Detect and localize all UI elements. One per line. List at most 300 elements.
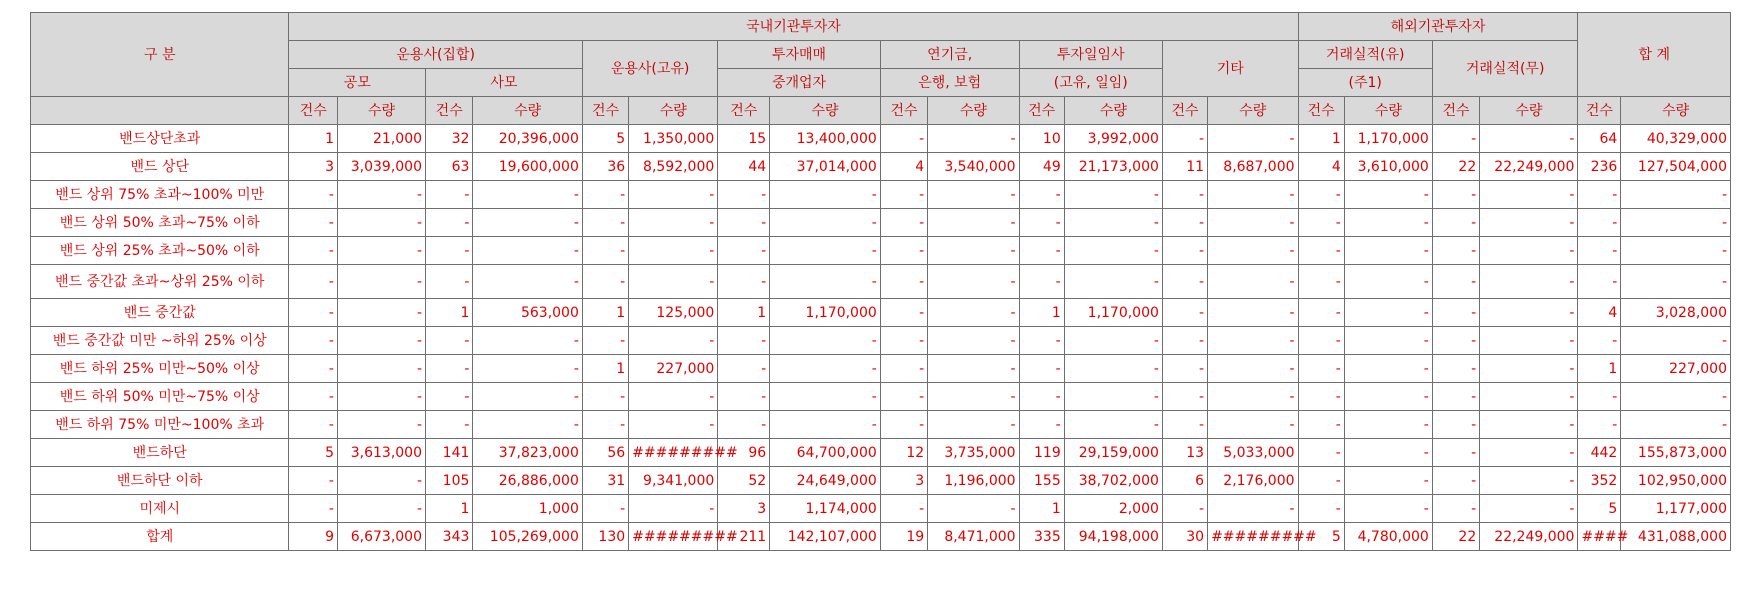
count-cell: -: [1019, 411, 1064, 439]
quantity-cell: -: [770, 265, 881, 299]
quantity-cell: -: [1208, 327, 1298, 355]
count-cell: 1: [1578, 355, 1621, 383]
quantity-cell: -: [928, 383, 1019, 411]
count-cell: -: [1162, 355, 1207, 383]
quantity-cell: 2,176,000: [1208, 467, 1298, 495]
count-cell: -: [718, 327, 770, 355]
count-cell: -: [1432, 237, 1479, 265]
demand-forecast-table: [30, 12, 1731, 551]
row-label: 밴드하단 이하: [31, 467, 289, 495]
count-cell: -: [1432, 327, 1479, 355]
count-cell: -: [426, 411, 473, 439]
count-cell: -: [718, 355, 770, 383]
quantity-cell: -: [1344, 209, 1432, 237]
count-cell: 5: [1578, 495, 1621, 523]
count-cell: 442: [1578, 439, 1621, 467]
quantity-cell: #########: [629, 439, 718, 467]
quantity-cell: 142,107,000: [770, 523, 881, 551]
count-cell: 4: [1298, 153, 1344, 181]
quantity-cell: -: [1621, 383, 1731, 411]
quantity-cell: 3,028,000: [1621, 299, 1731, 327]
count-cell: -: [1432, 125, 1479, 153]
quantity-cell: -: [337, 467, 425, 495]
quantity-cell: 24,649,000: [770, 467, 881, 495]
count-cell: -: [880, 299, 927, 327]
header-count: 건수: [1578, 97, 1621, 125]
count-cell: -: [1019, 327, 1064, 355]
count-cell: 5: [582, 125, 628, 153]
quantity-cell: -: [629, 495, 718, 523]
row-label: 합계: [31, 523, 289, 551]
header-quantity: 수량: [1208, 97, 1298, 125]
count-cell: -: [426, 209, 473, 237]
quantity-cell: 3,735,000: [928, 439, 1019, 467]
header-count: 건수: [582, 97, 628, 125]
count-cell: 130: [582, 523, 628, 551]
quantity-cell: -: [1344, 181, 1432, 209]
count-cell: -: [1019, 181, 1064, 209]
header-total: 합 계: [1578, 13, 1731, 97]
table-row: [31, 411, 1731, 439]
quantity-cell: 1,170,000: [1064, 299, 1162, 327]
header-pension-line1: 연기금,: [880, 41, 1019, 69]
quantity-cell: -: [1480, 299, 1578, 327]
quantity-cell: 1,170,000: [770, 299, 881, 327]
count-cell: -: [880, 181, 927, 209]
quantity-cell: 3,613,000: [337, 439, 425, 467]
count-cell: -: [1019, 209, 1064, 237]
quantity-cell: -: [1064, 411, 1162, 439]
quantity-cell: -: [1344, 237, 1432, 265]
header-quantity: 수량: [1064, 97, 1162, 125]
count-cell: -: [289, 265, 338, 299]
quantity-cell: 102,950,000: [1621, 467, 1731, 495]
count-cell: -: [1162, 265, 1207, 299]
count-cell: 1: [426, 299, 473, 327]
count-cell: 1: [718, 299, 770, 327]
quantity-cell: -: [473, 327, 582, 355]
count-cell: -: [1432, 467, 1479, 495]
count-cell: 12: [880, 439, 927, 467]
count-cell: 22: [1432, 523, 1479, 551]
count-cell: 1: [1019, 299, 1064, 327]
quantity-cell: 127,504,000: [1621, 153, 1731, 181]
count-cell: 1: [289, 125, 338, 153]
table-row: [31, 299, 1731, 327]
count-cell: -: [1298, 411, 1344, 439]
quantity-cell: -: [1064, 355, 1162, 383]
count-cell: -: [1162, 181, 1207, 209]
count-cell: 49: [1019, 153, 1064, 181]
quantity-cell: -: [1208, 411, 1298, 439]
count-cell: 22: [1432, 153, 1479, 181]
count-cell: -: [880, 355, 927, 383]
count-cell: -: [1162, 383, 1207, 411]
quantity-cell: 26,886,000: [473, 467, 582, 495]
quantity-cell: -: [629, 411, 718, 439]
quantity-cell: -: [1621, 327, 1731, 355]
header-quantity: 수량: [1480, 97, 1578, 125]
header-quantity: 수량: [629, 97, 718, 125]
header-brokerage-line1: 투자매매: [718, 41, 881, 69]
quantity-cell: -: [473, 237, 582, 265]
quantity-cell: 13,400,000: [770, 125, 881, 153]
count-cell: -: [289, 181, 338, 209]
quantity-cell: -: [1064, 237, 1162, 265]
count-cell: 1: [582, 355, 628, 383]
table-row: [31, 153, 1731, 181]
header-foreign-with-record-line2: (주1): [1298, 69, 1432, 97]
count-cell: -: [1578, 411, 1621, 439]
quantity-cell: -: [1208, 125, 1298, 153]
quantity-cell: -: [337, 327, 425, 355]
count-cell: 236: [1578, 153, 1621, 181]
count-cell: -: [1298, 439, 1344, 467]
quantity-cell: -: [928, 411, 1019, 439]
count-cell: -: [289, 383, 338, 411]
quantity-cell: 3,540,000: [928, 153, 1019, 181]
quantity-cell: -: [1064, 209, 1162, 237]
quantity-cell: 1,196,000: [928, 467, 1019, 495]
quantity-cell: 21,173,000: [1064, 153, 1162, 181]
row-label: 밴드 상위 75% 초과~100% 미만: [31, 181, 289, 209]
quantity-cell: 1,177,000: [1621, 495, 1731, 523]
count-cell: -: [880, 383, 927, 411]
count-cell: -: [426, 355, 473, 383]
count-cell: -: [718, 237, 770, 265]
count-cell: 352: [1578, 467, 1621, 495]
count-cell: -: [289, 495, 338, 523]
table-row: [31, 265, 1731, 299]
header-private-fund: 사모: [426, 69, 583, 97]
row-label: 밴드 상위 50% 초과~75% 이하: [31, 209, 289, 237]
count-cell: -: [289, 355, 338, 383]
row-label: 밴드 상단: [31, 153, 289, 181]
header-count: 건수: [289, 97, 338, 125]
count-cell: 11: [1162, 153, 1207, 181]
quantity-cell: -: [1208, 209, 1298, 237]
count-cell: 52: [718, 467, 770, 495]
count-cell: -: [1298, 355, 1344, 383]
count-cell: -: [582, 209, 628, 237]
quantity-cell: -: [1344, 467, 1432, 495]
quantity-cell: -: [1480, 383, 1578, 411]
count-cell: -: [1432, 265, 1479, 299]
header-quantity: 수량: [1344, 97, 1432, 125]
count-cell: -: [1432, 439, 1479, 467]
count-cell: -: [582, 265, 628, 299]
header-count: 건수: [880, 97, 927, 125]
table-row: [31, 181, 1731, 209]
quantity-cell: -: [770, 237, 881, 265]
table-row: [31, 523, 1731, 551]
count-cell: -: [1019, 383, 1064, 411]
quantity-cell: 227,000: [629, 355, 718, 383]
quantity-cell: -: [1344, 383, 1432, 411]
quantity-cell: -: [1480, 125, 1578, 153]
quantity-cell: -: [473, 181, 582, 209]
count-cell: 3: [289, 153, 338, 181]
count-cell: -: [426, 383, 473, 411]
count-cell: 211: [718, 523, 770, 551]
quantity-cell: -: [770, 383, 881, 411]
quantity-cell: 40,329,000: [1621, 125, 1731, 153]
quantity-cell: -: [629, 327, 718, 355]
count-cell: 44: [718, 153, 770, 181]
count-cell: -: [880, 125, 927, 153]
count-cell: 4: [1578, 299, 1621, 327]
quantity-cell: -: [1621, 265, 1731, 299]
count-cell: -: [1298, 299, 1344, 327]
quantity-cell: -: [1480, 355, 1578, 383]
count-cell: -: [1298, 209, 1344, 237]
quantity-cell: -: [928, 125, 1019, 153]
count-cell: 96: [718, 439, 770, 467]
quantity-cell: 29,159,000: [1064, 439, 1162, 467]
count-cell: -: [426, 327, 473, 355]
count-cell: ####: [1578, 523, 1621, 551]
row-label: 밴드 하위 50% 미만~75% 이상: [31, 383, 289, 411]
count-cell: -: [289, 299, 338, 327]
count-cell: -: [718, 383, 770, 411]
quantity-cell: -: [1344, 355, 1432, 383]
quantity-cell: -: [473, 355, 582, 383]
count-cell: -: [582, 411, 628, 439]
quantity-cell: 9,341,000: [629, 467, 718, 495]
table-row: [31, 125, 1731, 153]
count-cell: -: [718, 181, 770, 209]
quantity-cell: -: [1480, 181, 1578, 209]
count-cell: -: [718, 411, 770, 439]
count-cell: 30: [1162, 523, 1207, 551]
count-cell: -: [1298, 467, 1344, 495]
quantity-cell: -: [1621, 237, 1731, 265]
count-cell: -: [1298, 383, 1344, 411]
quantity-cell: -: [928, 327, 1019, 355]
quantity-cell: -: [337, 383, 425, 411]
count-cell: -: [718, 265, 770, 299]
header-quantity: 수량: [337, 97, 425, 125]
quantity-cell: -: [1208, 181, 1298, 209]
count-cell: 105: [426, 467, 473, 495]
quantity-cell: #########: [629, 523, 718, 551]
count-cell: -: [582, 327, 628, 355]
count-cell: -: [426, 237, 473, 265]
count-cell: -: [1432, 383, 1479, 411]
quantity-cell: -: [629, 209, 718, 237]
header-pension-line2: 은행, 보험: [880, 69, 1019, 97]
quantity-cell: -: [1064, 181, 1162, 209]
count-cell: 31: [582, 467, 628, 495]
quantity-cell: -: [337, 265, 425, 299]
quantity-cell: -: [473, 265, 582, 299]
header-advisory-line1: 투자일임사: [1019, 41, 1162, 69]
quantity-cell: -: [1208, 265, 1298, 299]
count-cell: -: [880, 411, 927, 439]
count-cell: -: [1578, 181, 1621, 209]
quantity-cell: -: [629, 181, 718, 209]
quantity-cell: 8,592,000: [629, 153, 718, 181]
quantity-cell: -: [1064, 383, 1162, 411]
count-cell: -: [289, 467, 338, 495]
count-cell: 19: [880, 523, 927, 551]
count-cell: -: [1162, 125, 1207, 153]
quantity-cell: 5,033,000: [1208, 439, 1298, 467]
header-count: 건수: [1298, 97, 1344, 125]
header-collective-asset-manager: 운용사(집합): [289, 41, 582, 69]
count-cell: 141: [426, 439, 473, 467]
quantity-cell: -: [928, 237, 1019, 265]
row-label: 밴드 중간값: [31, 299, 289, 327]
quantity-cell: -: [1621, 411, 1731, 439]
count-cell: -: [1432, 299, 1479, 327]
header-advisory-line2: (고유, 일임): [1019, 69, 1162, 97]
header-count: 건수: [1019, 97, 1064, 125]
quantity-cell: -: [928, 265, 1019, 299]
count-cell: -: [880, 237, 927, 265]
count-cell: 5: [1298, 523, 1344, 551]
count-cell: -: [582, 495, 628, 523]
row-label: 밴드하단: [31, 439, 289, 467]
quantity-cell: 19,600,000: [473, 153, 582, 181]
quantity-cell: -: [1480, 495, 1578, 523]
quantity-cell: 8,687,000: [1208, 153, 1298, 181]
quantity-cell: #########: [1208, 523, 1298, 551]
header-quantity: 수량: [473, 97, 582, 125]
count-cell: 63: [426, 153, 473, 181]
header-public-fund: 공모: [289, 69, 426, 97]
header-domestic-investors: 국내기관투자자: [289, 13, 1298, 41]
count-cell: 1: [1298, 125, 1344, 153]
quantity-cell: 563,000: [473, 299, 582, 327]
row-label: 밴드상단초과: [31, 125, 289, 153]
header-count: 건수: [1162, 97, 1207, 125]
count-cell: -: [582, 237, 628, 265]
count-cell: 3: [718, 495, 770, 523]
row-label: 밴드 중간값 미만 ~하위 25% 이상: [31, 327, 289, 355]
quantity-cell: 6,673,000: [337, 523, 425, 551]
quantity-cell: -: [1208, 355, 1298, 383]
quantity-cell: -: [1344, 439, 1432, 467]
quantity-cell: -: [928, 209, 1019, 237]
quantity-cell: -: [928, 299, 1019, 327]
count-cell: -: [582, 181, 628, 209]
quantity-cell: -: [1480, 439, 1578, 467]
quantity-cell: 227,000: [1621, 355, 1731, 383]
count-cell: 335: [1019, 523, 1064, 551]
quantity-cell: -: [629, 265, 718, 299]
count-cell: 32: [426, 125, 473, 153]
header-proprietary-asset-manager: 운용사(고유): [582, 41, 717, 97]
header-foreign-without-record: 거래실적(무): [1432, 41, 1578, 97]
quantity-cell: 3,039,000: [337, 153, 425, 181]
header-unit-row: [31, 97, 1731, 125]
quantity-cell: 3,610,000: [1344, 153, 1432, 181]
count-cell: 10: [1019, 125, 1064, 153]
count-cell: -: [289, 209, 338, 237]
header-category: 구 분: [31, 13, 289, 97]
count-cell: -: [1298, 181, 1344, 209]
quantity-cell: -: [629, 237, 718, 265]
count-cell: -: [582, 383, 628, 411]
table-row: [31, 327, 1731, 355]
quantity-cell: -: [770, 209, 881, 237]
table-row: [31, 383, 1731, 411]
quantity-cell: -: [337, 181, 425, 209]
quantity-cell: 21,000: [337, 125, 425, 153]
count-cell: -: [289, 327, 338, 355]
count-cell: -: [880, 327, 927, 355]
count-cell: -: [880, 495, 927, 523]
count-cell: -: [1162, 327, 1207, 355]
quantity-cell: -: [337, 237, 425, 265]
count-cell: 15: [718, 125, 770, 153]
count-cell: 6: [1162, 467, 1207, 495]
count-cell: -: [1162, 411, 1207, 439]
count-cell: -: [1578, 383, 1621, 411]
quantity-cell: 431,088,000: [1621, 523, 1731, 551]
quantity-cell: -: [473, 411, 582, 439]
count-cell: 36: [582, 153, 628, 181]
quantity-cell: -: [473, 209, 582, 237]
quantity-cell: -: [1480, 209, 1578, 237]
quantity-cell: -: [1208, 383, 1298, 411]
count-cell: 4: [880, 153, 927, 181]
table-row: [31, 467, 1731, 495]
count-cell: -: [1298, 495, 1344, 523]
quantity-cell: -: [928, 181, 1019, 209]
quantity-cell: -: [770, 355, 881, 383]
quantity-cell: 94,198,000: [1064, 523, 1162, 551]
header-other: 기타: [1162, 41, 1298, 97]
header-foreign-with-record-line1: 거래실적(유): [1298, 41, 1432, 69]
count-cell: -: [1578, 209, 1621, 237]
quantity-cell: 37,014,000: [770, 153, 881, 181]
table-row: [31, 355, 1731, 383]
quantity-cell: -: [770, 181, 881, 209]
quantity-cell: 8,471,000: [928, 523, 1019, 551]
header-brokerage-line2: 중개업자: [718, 69, 881, 97]
count-cell: -: [1162, 299, 1207, 327]
row-label: 밴드 중간값 초과~상위 25% 이하: [31, 265, 289, 299]
header-quantity: 수량: [928, 97, 1019, 125]
count-cell: 9: [289, 523, 338, 551]
count-cell: -: [1578, 237, 1621, 265]
quantity-cell: 64,700,000: [770, 439, 881, 467]
quantity-cell: -: [1480, 467, 1578, 495]
quantity-cell: 38,702,000: [1064, 467, 1162, 495]
quantity-cell: -: [1344, 495, 1432, 523]
table-row: [31, 237, 1731, 265]
quantity-cell: 3,992,000: [1064, 125, 1162, 153]
quantity-cell: -: [1344, 411, 1432, 439]
count-cell: 64: [1578, 125, 1621, 153]
quantity-cell: -: [1480, 265, 1578, 299]
count-cell: -: [1019, 355, 1064, 383]
count-cell: 119: [1019, 439, 1064, 467]
quantity-cell: -: [337, 411, 425, 439]
table-row: [31, 495, 1731, 523]
quantity-cell: 1,000: [473, 495, 582, 523]
count-cell: 3: [880, 467, 927, 495]
quantity-cell: -: [1621, 209, 1731, 237]
quantity-cell: -: [770, 411, 881, 439]
quantity-cell: -: [1480, 411, 1578, 439]
table-row: [31, 209, 1731, 237]
quantity-cell: -: [1208, 237, 1298, 265]
count-cell: -: [1162, 495, 1207, 523]
row-label: 밴드 상위 25% 초과~50% 이하: [31, 237, 289, 265]
